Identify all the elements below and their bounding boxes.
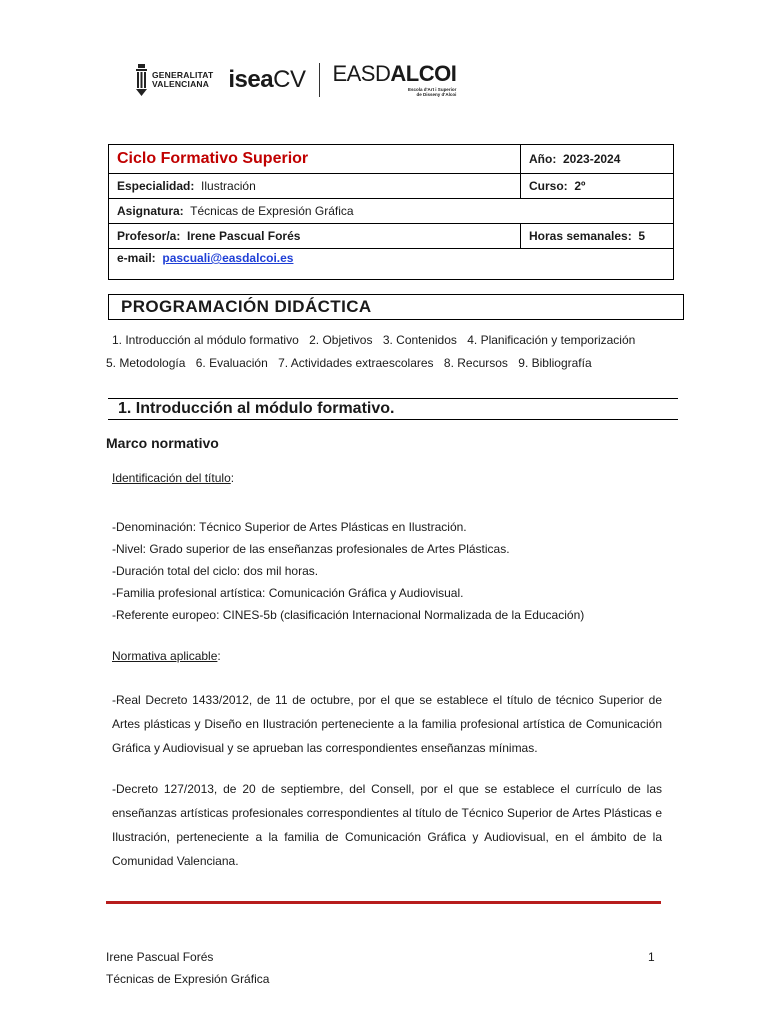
toc-line-2: [106, 356, 599, 370]
cycle-title: Ciclo Formativo Superior: [109, 145, 521, 174]
iseacv-logo: [228, 68, 305, 92]
toc-item-9: 9. Bibliografía: [518, 356, 592, 370]
generalitat-logo: [135, 64, 213, 96]
logo-divider: [319, 63, 320, 97]
toc-item-3: 3. Contenidos: [382, 333, 457, 347]
footer-subject: Técnicas de Expresión Gráfica: [106, 972, 270, 986]
teacher-value: Irene Pascual Forés: [187, 229, 301, 243]
course-info-table: [108, 144, 674, 280]
programacion-heading: PROGRAMACIÓN DIDÁCTICA: [108, 294, 684, 320]
norm-paragraph-1: -Real Decreto 1433/2012, de 11 de octubre, por el que se establece el título de técnico Superior de Artes plásticas y Diseño en Ilustración perteneciente a la familia profesional artística de Comunicación Gráfica y Audiovisual y se aprueban las correspondientes enseñanzas mínimas.: [112, 693, 662, 755]
course-label: Curso:: [529, 179, 568, 193]
ident-line-1: -Denominación: Técnico Superior de Artes Plásticas en Ilustración.: [112, 520, 467, 534]
ident-line-5: -Referente europeo: CINES-5b (clasificación Internacional Normalizada de la Educación): [112, 608, 585, 622]
course-value: 2º: [574, 179, 586, 193]
ident-heading: Identificación del título: [112, 471, 231, 485]
teacher-cell: [109, 224, 521, 249]
ident-heading-line: Identificación del título:: [112, 471, 235, 485]
email-label: e-mail:: [117, 251, 156, 265]
easd-sub1: Escola d'Art i Superior: [407, 86, 457, 92]
course-cell: [521, 174, 674, 199]
gv-line1: GENERALITAT: [152, 69, 214, 80]
subject-value: Técnicas de Expresión Gráfica: [190, 204, 354, 218]
toc-item-1: 1. Introducción al módulo formativo: [112, 333, 299, 347]
generalitat-emblem-icon: [135, 64, 148, 96]
footer-author: Irene Pascual Forés: [106, 950, 214, 964]
alcoi-text: ALCOI: [390, 60, 457, 86]
toc-item-5: 5. Metodología: [106, 356, 186, 370]
hours-value: 5: [638, 229, 646, 243]
section-heading: 1. Introducción al módulo formativo.: [108, 398, 678, 420]
email-cell: [109, 249, 674, 280]
email-link[interactable]: pascuali@easdalcoi.es: [162, 251, 294, 265]
ident-line-4: -Familia profesional artística: Comunicación Gráfica y Audiovisual.: [112, 586, 464, 600]
subject-label: Asignatura:: [117, 204, 184, 218]
toc-item-8: 8. Recursos: [443, 356, 508, 370]
year-label: Año:: [529, 152, 557, 166]
page-number: 1: [648, 950, 655, 964]
easd-sub2: de Disseny d'Alcoi: [416, 92, 457, 97]
ident-list: [112, 516, 662, 626]
gv-line2: VALENCIANA: [152, 79, 210, 89]
norm-heading-line: Normativa aplicable:: [112, 649, 221, 663]
ident-line-2: -Nivel: Grado superior de las enseñanzas profesionales de Artes Plásticas.: [112, 542, 510, 556]
isea-text: isea: [228, 66, 274, 93]
year-value: 2023-2024: [563, 152, 621, 166]
norm-heading: Normativa aplicable: [112, 649, 218, 663]
subsection-heading: Marco normativo: [106, 435, 219, 451]
toc-item-2: 2. Objetivos: [309, 333, 373, 347]
ident-line-3: -Duración total del ciclo: dos mil horas.: [112, 564, 319, 578]
hours-cell: [521, 224, 674, 249]
year-cell: [521, 145, 674, 174]
toc-item-4: 4. Planificación y temporización: [467, 333, 636, 347]
toc-line-1: [112, 333, 642, 347]
cv-text: CV: [273, 66, 306, 93]
subject-cell: [109, 199, 674, 224]
specialty-value: Ilustración: [201, 179, 256, 193]
hours-label: Horas semanales:: [529, 229, 632, 243]
easd-text: EASD: [332, 60, 391, 86]
specialty-cell: [109, 174, 521, 199]
toc-item-6: 6. Evaluación: [195, 356, 268, 370]
toc-item-7: 7. Actividades extraescolares: [278, 356, 434, 370]
teacher-label: Profesor/a:: [117, 229, 181, 243]
norm-paragraph-2: -Decreto 127/2013, de 20 de septiembre, del Consell, por el que se establece el currículo de las enseñanzas artísticas profesionales correspondientes al título de Técnico Superior de Artes Plásticas e Ilustración, perteneciente a la familia de Comunicación Gráfica y Audiovisual, en el ámbito de la Comunidad Valenciana.: [112, 782, 662, 868]
header-logos: [135, 60, 456, 100]
easdalcoi-logo: [332, 60, 457, 98]
footer-divider: [106, 901, 661, 904]
specialty-label: Especialidad:: [117, 179, 195, 193]
